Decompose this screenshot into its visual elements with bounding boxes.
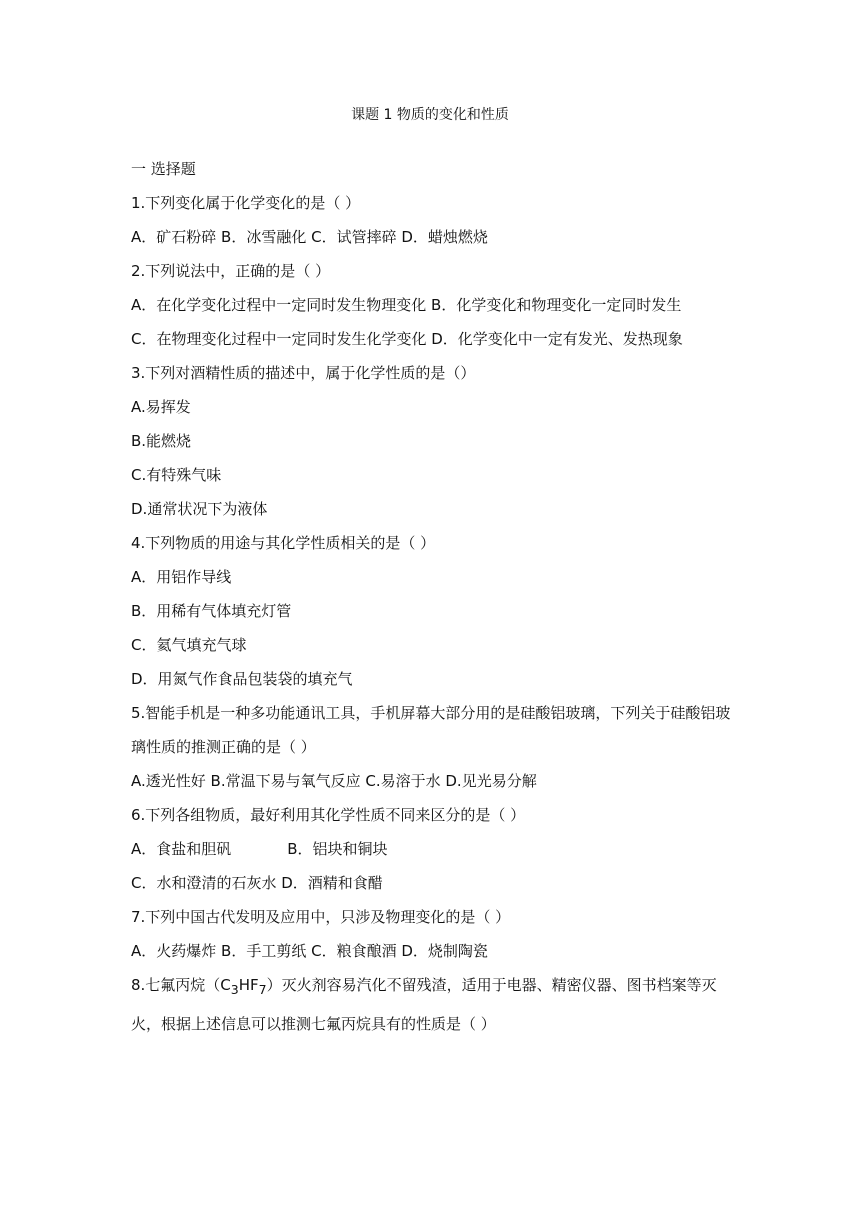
question-6-option-b: B．铝块和铜块	[287, 840, 388, 858]
question-4-option-d: D．用氮气作食品包装袋的填充气	[131, 670, 353, 688]
question-2-options-cd: C．在物理变化过程中一定同时发生化学变化 D．化学变化中一定有发光、发热现象	[131, 330, 683, 348]
question-3-stem: 3.下列对酒精性质的描述中，属于化学性质的是（）	[131, 364, 476, 382]
question-6-option-a: A．食盐和胆矾	[131, 840, 232, 858]
page-title: 课题 1 物质的变化和性质	[351, 107, 509, 123]
question-6-options-ab	[131, 832, 731, 866]
question-1-options: A．矿石粉碎 B．冰雪融化 C．试管摔碎 D．蜡烛燃烧	[131, 228, 488, 246]
question-4-option-b: B．用稀有气体填充灯管	[131, 602, 292, 620]
question-5-stem: 5.智能手机是一种多功能通讯工具，手机屏幕大部分用的是硅酸铝玻璃，下列关于硅酸铝玻璃性质的推测正确的是（ ）	[131, 704, 731, 756]
subscript-3: 3	[230, 982, 239, 997]
question-2-stem: 2.下列说法中，正确的是（ ）	[131, 262, 331, 280]
question-7-stem: 7.下列中国古代发明及应用中，只涉及物理变化的是（ ）	[131, 908, 511, 926]
question-4-stem: 4.下列物质的用途与其化学性质相关的是（ ）	[131, 534, 436, 552]
subscript-7: 7	[258, 982, 267, 997]
question-6-stem: 6.下列各组物质，最好利用其化学性质不同来区分的是（ ）	[131, 806, 526, 824]
question-6-options-cd: C．水和澄清的石灰水 D．酒精和食醋	[131, 874, 383, 892]
question-4-option-c: C．氦气填充气球	[131, 636, 247, 654]
question-2-options-ab: A．在化学变化过程中一定同时发生物理变化 B．化学变化和物理变化一定同时发生	[131, 296, 682, 314]
question-3-option-b: B.能燃烧	[131, 432, 192, 450]
question-1-stem: 1.下列变化属于化学变化的是（ ）	[131, 194, 361, 212]
question-3-option-a: A.易挥发	[131, 398, 191, 416]
question-8-stem: 8.七氟丙烷$(C_3HF_7)$灭火剂容易汽化不留残渣，适用于电器、精密仪器、图书档案等灭火，根据上述信息可以推测七氟丙烷具有的性质是（ ）	[131, 976, 717, 1033]
question-3-option-c: C.有特殊气味	[131, 466, 222, 484]
question-5-options: A.透光性好 B.常温下易与氧气反应 C.易溶于水 D.见光易分解	[131, 772, 537, 790]
question-3-option-d: D.通常状况下为液体	[131, 500, 268, 518]
question-list	[131, 152, 731, 1041]
question-4-option-a: A．用铝作导线	[131, 568, 232, 586]
section-heading: 一 选择题	[131, 160, 196, 178]
question-7-options: A．火药爆炸 B．手工剪纸 C．粮食酿酒 D．烧制陶瓷	[131, 942, 488, 960]
